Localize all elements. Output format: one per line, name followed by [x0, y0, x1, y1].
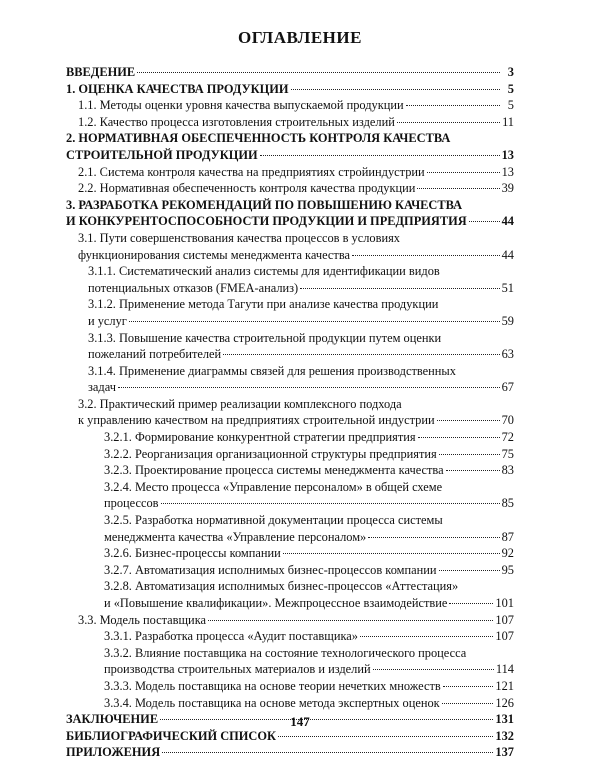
toc-entry-title-line: БИБЛИОГРАФИЧЕСКИЙ СПИСОК [66, 728, 276, 743]
toc-entry-title-line: 3.2.2. Реорганизация организационной структуры предприятия [104, 446, 437, 461]
dot-leader [418, 437, 500, 438]
toc-page-number: 95 [501, 562, 514, 577]
toc-entry-title-line: 1.1. Методы оценки уровня качества выпускаемой продукции [78, 98, 404, 113]
toc-entry [78, 97, 514, 114]
toc-page-number: 13 [501, 164, 514, 179]
toc-entry-title-line: 3.1.1. Систематический анализ системы для идентификации видов [88, 264, 440, 279]
toc-page-number: 5 [507, 81, 514, 96]
toc-entry [104, 429, 514, 446]
toc-entry [78, 180, 514, 197]
dot-leader [397, 122, 500, 123]
toc-page-number: 67 [501, 380, 514, 395]
toc-page-number: 3 [507, 65, 514, 79]
toc-page-number: 75 [501, 446, 514, 461]
dot-leader [300, 288, 499, 289]
toc-entry [66, 197, 514, 230]
toc-page-number: 13 [501, 147, 514, 162]
dot-leader [439, 570, 500, 571]
dot-leader [427, 172, 500, 173]
toc-page-number: 63 [501, 347, 514, 362]
toc-entry-title-line: 3.2.4. Место процесса «Управление персоналом» в общей схеме [104, 479, 443, 494]
toc-entry-title-line: и «Повышение квалификации». Межпроцессное взаимодействие [104, 596, 448, 610]
toc-entry-title-line: ЗАКЛЮЧЕНИЕ [66, 712, 159, 727]
dot-leader [352, 255, 500, 256]
page-number: 147 [290, 714, 310, 729]
toc-entry [78, 230, 514, 263]
dot-leader [208, 620, 493, 621]
toc-entry-title-line: задач [88, 380, 116, 395]
toc-entry-title-line: потенциальных отказов (FMEA-анализ) [88, 280, 299, 295]
dot-leader [417, 188, 499, 189]
toc-entry [88, 263, 514, 296]
toc-page-number: 85 [501, 496, 514, 511]
toc-entry [104, 695, 514, 712]
toc-entry [66, 64, 514, 81]
table-of-contents [66, 64, 514, 761]
dot-leader [161, 503, 500, 504]
toc-page-number: 11 [502, 114, 514, 129]
toc-entry [78, 612, 514, 629]
toc-page-number: 107 [495, 629, 514, 644]
toc-entry-title-line: к управлению качеством на предприятиях строительной индустрии [78, 413, 435, 428]
toc-entry-title-line: 3.3.1. Разработка процесса «Аудит поставщика» [104, 629, 358, 644]
dot-leader [223, 354, 499, 355]
toc-entry-title-line: 3.2.3. Проектирование процесса системы менеджмента качества [104, 463, 444, 478]
dot-leader [406, 105, 500, 106]
toc-entry-title-line: 3.1.4. Применение диаграммы связей для решения производственных [88, 363, 456, 378]
toc-page-number: 137 [495, 745, 514, 760]
toc-entry-title-line: 3.1. Пути совершенствования качества процессов в условиях [78, 230, 401, 245]
toc-entry [88, 330, 514, 363]
toc-entry-title-line: 3.3. Модель поставщика [78, 612, 207, 627]
toc-page-number: 101 [495, 596, 514, 610]
toc-entry [104, 479, 514, 512]
toc-page-number: 59 [501, 313, 514, 328]
toc-page-number: 72 [501, 430, 514, 445]
page-title: ОГЛАВЛЕНИЕ [238, 28, 362, 47]
dot-leader [437, 420, 500, 421]
toc-entry-title-line: 2.2. Нормативная обеспеченность контроля качества продукции [78, 181, 416, 196]
toc-page-number: 39 [501, 181, 514, 196]
dot-leader [283, 553, 500, 554]
toc-entry-title-line: 3.3.2. Влияние поставщика на состояние технологического процесса [104, 645, 467, 660]
toc-page-number: 107 [495, 612, 514, 627]
toc-entry [66, 81, 514, 98]
toc-entry-title-line: производства строительных материалов и изделий [104, 662, 371, 677]
toc-page-number: 131 [495, 712, 514, 727]
toc-entry-title-line: ПРИЛОЖЕНИЯ [66, 745, 161, 760]
dot-leader [278, 736, 493, 737]
dot-leader [162, 752, 493, 753]
toc-entry [104, 645, 514, 678]
toc-entry-title-line: 3.2.8. Автоматизация исполнимых бизнес-процессов «Аттестация» [104, 579, 459, 594]
toc-entry-title-line: менеджмента качества «Управление персоналом» [104, 529, 367, 544]
dot-leader [469, 221, 500, 222]
toc-entry [104, 446, 514, 463]
toc-entry-title-line: 3.2.6. Бизнес-процессы компании [104, 546, 281, 561]
toc-entry [66, 744, 514, 761]
toc-entry-title-line: 3.2.7. Автоматизация исполнимых бизнес-процессов компании [104, 562, 437, 577]
dot-leader [449, 603, 493, 604]
toc-entry-title-line: 2. НОРМАТИВНАЯ ОБЕСПЕЧЕННОСТЬ КОНТРОЛЯ КАЧЕСТВА [66, 131, 451, 146]
toc-entry [104, 562, 514, 579]
toc-page-number: 51 [501, 280, 514, 295]
toc-entry-title-line: 3.3.3. Модель поставщика на основе теории нечетких множеств [104, 678, 441, 693]
toc-entry-title-line: СТРОИТЕЛЬНОЙ ПРОДУКЦИИ [66, 147, 258, 162]
toc-entry [78, 396, 514, 429]
toc-entry-title-line: и услуг [88, 313, 127, 328]
dot-leader [137, 72, 500, 73]
toc-entry-title-line: 3.2. Практический пример реализации комплексного подхода [78, 396, 402, 411]
dot-leader [373, 669, 494, 670]
dot-leader [442, 703, 494, 704]
dot-leader [360, 636, 493, 637]
toc-entry-title-line: 2.1. Система контроля качества на предприятиях стройиндустрии [78, 164, 425, 179]
toc-entry [88, 363, 514, 396]
toc-page-number: 126 [495, 695, 514, 710]
toc-entry-title-line: 3. РАЗРАБОТКА РЕКОМЕНДАЦИЙ ПО ПОВЫШЕНИЮ КАЧЕСТВА [66, 197, 463, 212]
toc-entry [104, 678, 514, 695]
toc-entry-title-line: процессов [104, 496, 159, 511]
dot-leader [291, 89, 500, 90]
toc-entry-title-line: 1. ОЦЕНКА КАЧЕСТВА ПРОДУКЦИИ [66, 81, 289, 96]
toc-page-number: 92 [501, 546, 514, 561]
toc-entry-title-line: функционирования системы менеджмента качества [78, 247, 351, 262]
dot-leader [439, 454, 500, 455]
toc-entry [88, 296, 514, 329]
toc-page-number: 132 [495, 728, 514, 743]
dot-leader [446, 470, 500, 471]
toc-entry-title-line: 3.1.2. Применение метода Тагути при анализе качества продукции [88, 297, 439, 312]
toc-entry [104, 512, 514, 545]
toc-entry-title-line: 3.3.4. Модель поставщика на основе метода экспертных оценок [104, 695, 440, 710]
toc-page-number: 114 [495, 662, 514, 677]
dot-leader [443, 686, 494, 687]
toc-page-number: 44 [501, 247, 514, 262]
toc-page-number: 44 [501, 214, 514, 229]
toc-page-number: 5 [507, 98, 514, 113]
toc-entry-title-line: ВВЕДЕНИЕ [66, 65, 136, 79]
toc-entry [78, 114, 514, 131]
toc-page-number: 83 [501, 463, 514, 478]
toc-entry-title-line: И КОНКУРЕНТОСПОСОБНОСТИ ПРОДУКЦИИ И ПРЕДПРИЯТИЯ [66, 214, 467, 229]
toc-entry [104, 628, 514, 645]
toc-page-number: 70 [501, 413, 514, 428]
toc-entry [104, 578, 514, 611]
toc-entry-title-line: пожеланий потребителей [88, 347, 222, 362]
toc-entry [66, 130, 514, 163]
toc-entry-title-line: 1.2. Качество процесса изготовления строительных изделий [78, 114, 395, 129]
toc-entry-title-line: 3.2.1. Формирование конкурентной стратегии предприятия [104, 430, 416, 445]
toc-entry [104, 462, 514, 479]
toc-page-number: 121 [495, 678, 514, 693]
toc-entry-title-line: 3.2.5. Разработка нормативной документации процесса системы [104, 513, 443, 528]
dot-leader [368, 537, 499, 538]
dot-leader [260, 155, 500, 156]
toc-entry-title-line: 3.1.3. Повышение качества строительной продукции путем оценки [88, 330, 442, 345]
dot-leader [118, 387, 500, 388]
toc-entry [78, 164, 514, 181]
dot-leader [129, 321, 500, 322]
toc-entry [104, 545, 514, 562]
toc-page-number: 87 [501, 529, 514, 544]
